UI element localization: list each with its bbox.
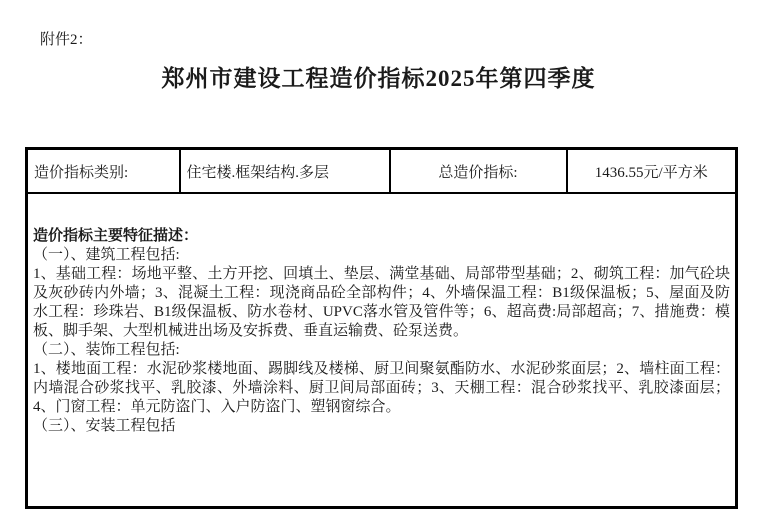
description-cell [27, 193, 737, 508]
description-paragraph-section1-title: （一）、建筑工程包括: [33, 247, 180, 263]
cost-index-table [25, 147, 738, 509]
category-value-cell: 住宅楼.框架结构.多层 [180, 149, 390, 194]
total-label-cell: 总造价指标: [390, 149, 567, 194]
description-row [27, 193, 737, 508]
attachment-label: 附件2： [40, 32, 93, 48]
table-header-row [27, 149, 737, 194]
description-paragraph-section2-body: 1、楼地面工程：水泥砂浆楼地面、踢脚线及楼梯、厨卫间聚氨酯防水、水泥砂浆面层；2、墙柱面工程：内墙混合砂浆找平、乳胶漆、外墙涂料、厨卫间局部面砖；3、天棚工程：混合砂浆找平、乳胶漆面层；4、门窗工程：单元防盗门、入户防盗门、塑钢窗综合。 [33, 361, 730, 415]
total-value-cell: 1436.55元/平方米 [567, 149, 737, 194]
description-heading: 造价指标主要特征描述： [33, 228, 199, 244]
category-label-cell: 造价指标类别: [27, 149, 180, 194]
description-paragraph-section3-title: （三）、安装工程包括 [33, 418, 176, 434]
description-paragraph-section2-title: （二）、装饰工程包括: [33, 342, 180, 358]
description-paragraph-section1-body: 1、基础工程：场地平整、土方开挖、回填土、垫层、满堂基础、局部带型基础；2、砌筑工程：加气砼块及灰砂砖内外墙；3、混凝土工程：现浇商品砼全部构件；4、外墙保温工程：B1级保温板；5、屋面及防水工程：珍珠岩、B1级保温板、防水卷材、UPVC落水管及管件等；6、超高费:局部超高；7、措施费：模板、脚手架、大型机械进出场及安拆费、垂直运输费、砼泵送费。 [33, 266, 730, 339]
page-title: 郑州市建设工程造价指标2025年第四季度 [161, 66, 596, 91]
